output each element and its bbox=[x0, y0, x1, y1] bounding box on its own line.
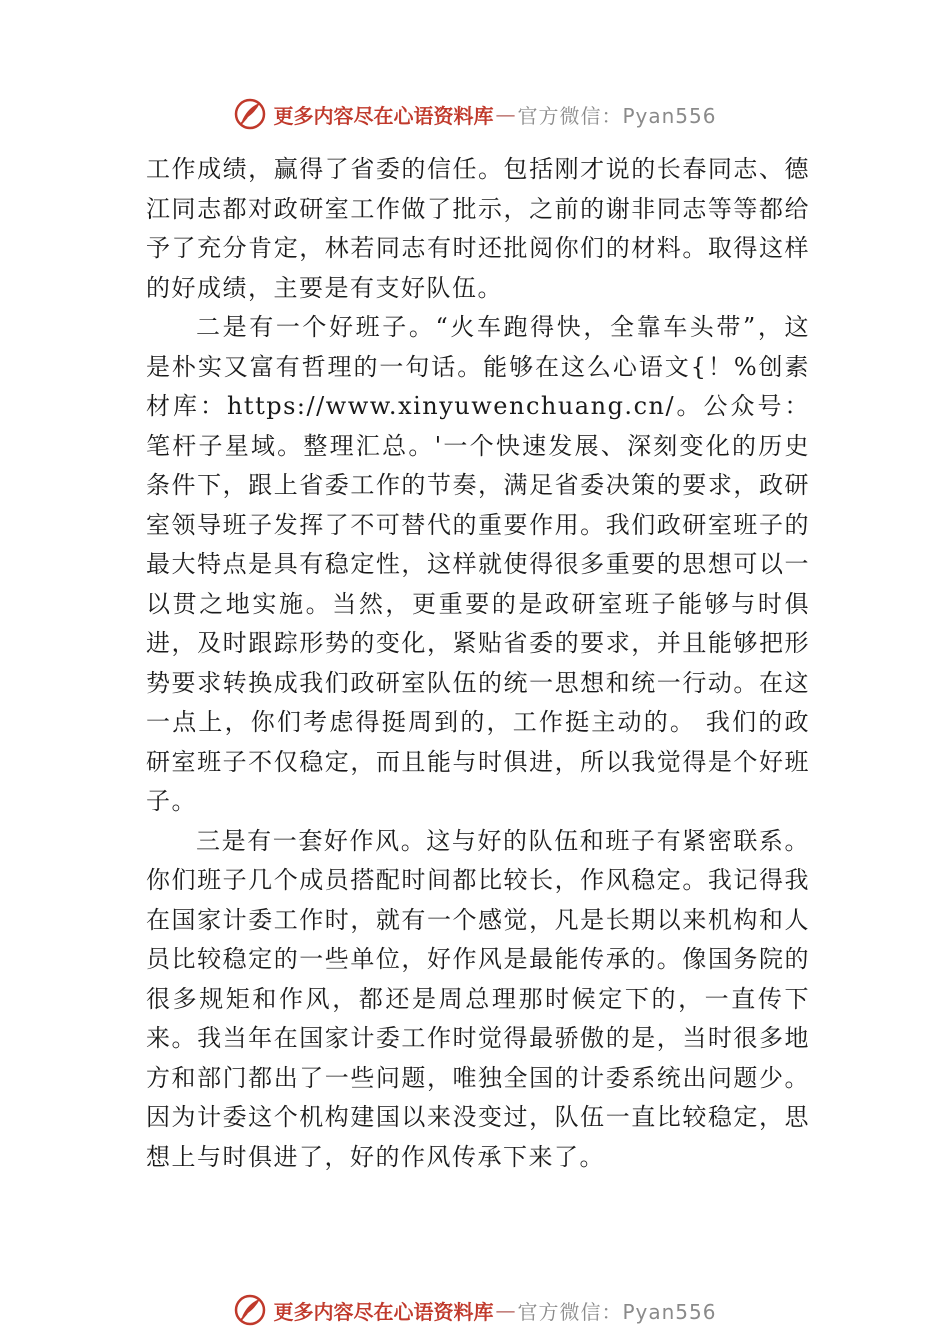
quill-pen-logo-icon bbox=[233, 97, 267, 131]
banner-dash: — bbox=[495, 1298, 516, 1322]
paragraph-3: 三是有一套好作风。这与好的队伍和班子有紧密联系。你们班子几个成员搭配时间都比较长，作风稳定。我记得我在国家计委工作时，就有一个感觉，凡是长期以来机构和人员比较稳定的一些单位，好作风是最能传承的。像国务院的很多规矩和作风，都还是周总理那时候定下的，一直传下来。我当年在国家计委工作时觉得最骄傲的是，当时很多地方和部门都出了一些问题，唯独全国的计委系统出问题少。因为计委这个机构建国以来没变过，队伍一直比较稳定，思想上与时俱进了，好的作风传承下来了。 bbox=[146, 826, 810, 1171]
banner-dash: — bbox=[495, 102, 516, 126]
quill-pen-logo-icon bbox=[233, 1293, 267, 1327]
paragraph-1: 工作成绩，赢得了省委的信任。包括刚才说的长春同志、德江同志都对政研室工作做了批示，之前的谢非同志等等都给予了充分肯定，林若同志有时还批阅你们的材料。取得这样的好成绩，主要是有支好队伍。 bbox=[146, 155, 810, 302]
header-banner bbox=[0, 94, 950, 134]
document-body bbox=[146, 150, 810, 1177]
footer-banner bbox=[0, 1290, 950, 1330]
banner-wechat: 官方微信：Pyan556 bbox=[517, 1299, 717, 1324]
banner-wechat: 官方微信：Pyan556 bbox=[517, 103, 717, 128]
banner-title: 更多内容尽在心语资料库 bbox=[273, 1299, 494, 1324]
banner-title: 更多内容尽在心语资料库 bbox=[273, 103, 494, 128]
paragraph-2: 二是有一个好班子。“火车跑得快，全靠车头带”，这是朴实又富有哲理的一句话。能够在这么心语文{！%创素材库：https://www.xinyuwenchuang.cn/。公众号：笔杆子星域。整理汇总。'一个快速发展、深刻变化的历史条件下，跟上省委工作的节奏，满足省委决策的要求，政研室领导班子发挥了不可替代的重要作用。我们政研室班子的最大特点是具有稳定性，这样就使得很多重要的思想可以一以贯之地实施。当然，更重要的是政研室班子能够与时俱进，及时跟踪形势的变化，紧贴省委的要求，并且能够把形势要求转换成我们政研室队伍的统一思想和统一行动。在这一点上，你们考虑得挺周到的，工作挺主动的。 我们的政研室班子不仅稳定，而且能与时俱进，所以我觉得是个好班子。 bbox=[146, 313, 810, 815]
